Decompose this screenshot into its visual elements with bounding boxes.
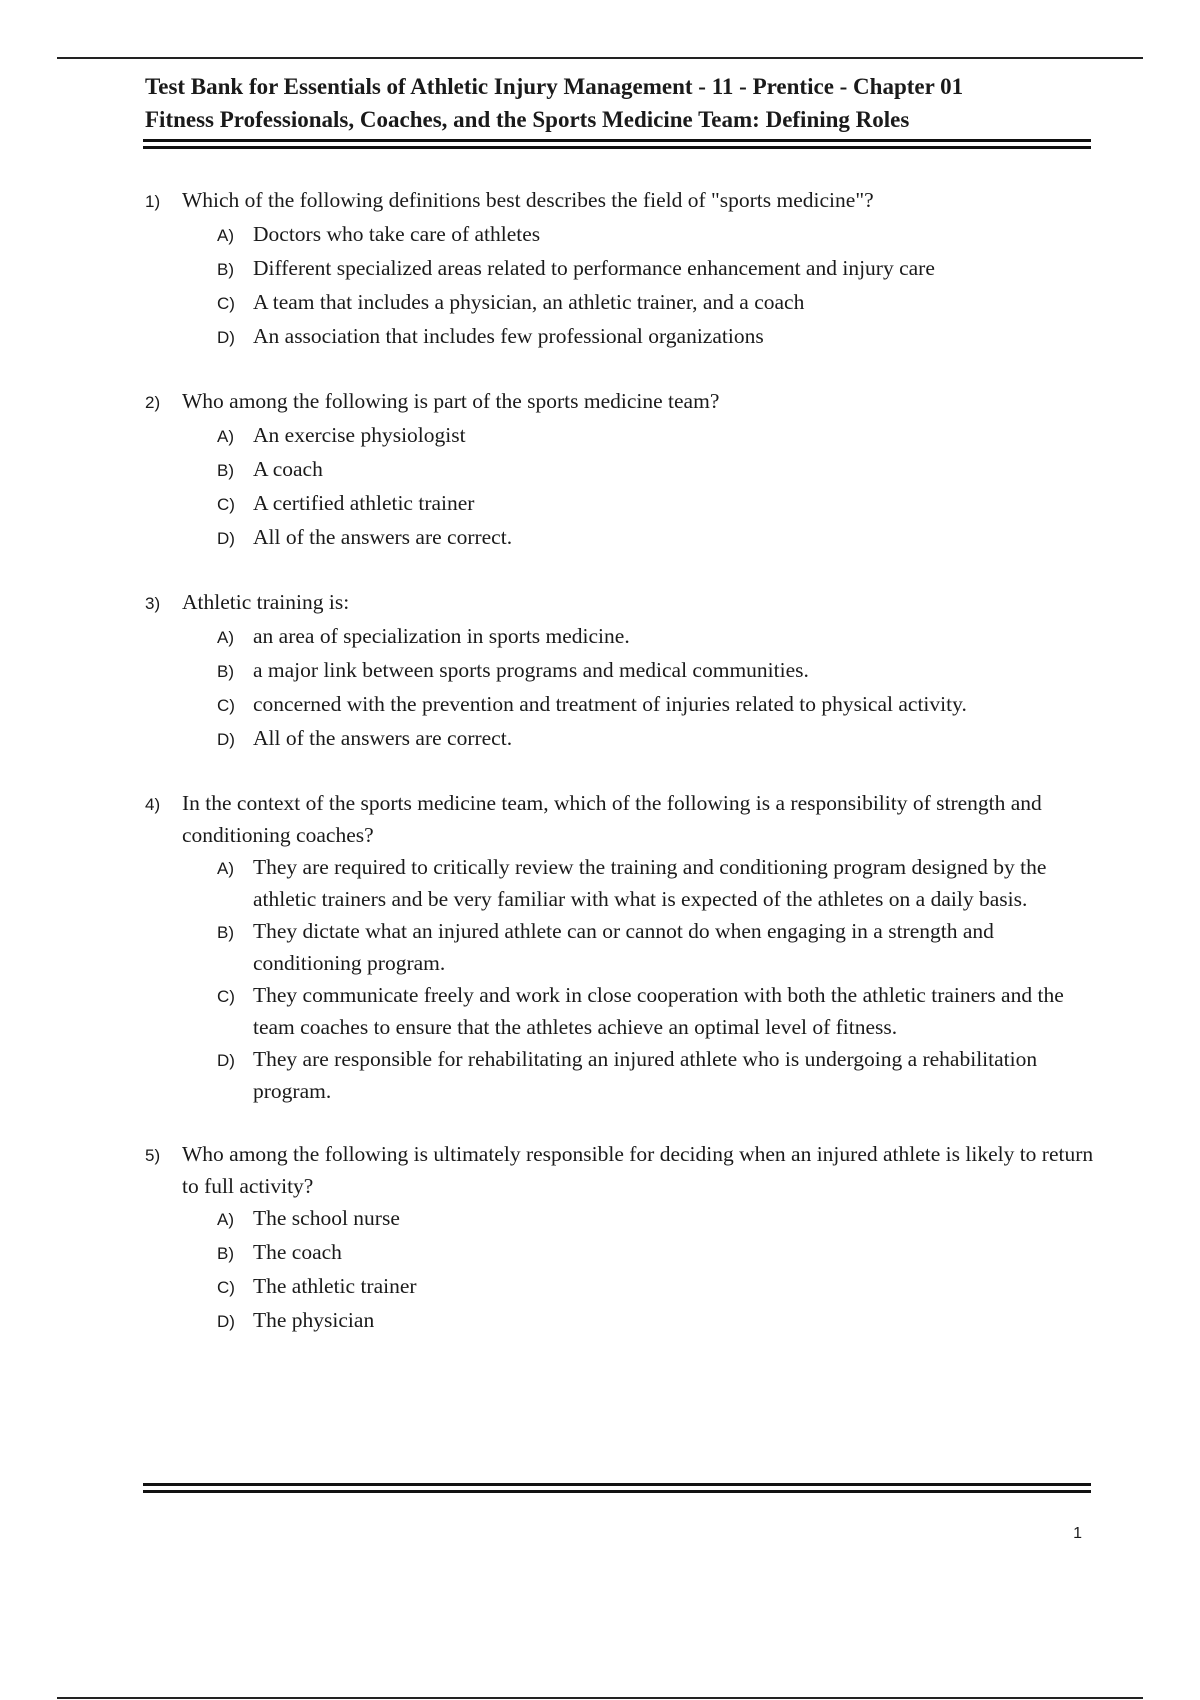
document-header bbox=[145, 70, 1090, 136]
question-number: 1) bbox=[145, 192, 161, 211]
choice-text: A coach bbox=[253, 457, 323, 481]
choice-list bbox=[217, 851, 1095, 1107]
choice-text: They communicate freely and work in close cooperation with both the athletic trainers and the team coaches to ensure that the athletes achieve an optimal level of fitness. bbox=[253, 983, 1064, 1039]
choice-letter: B) bbox=[217, 461, 234, 480]
choice-b bbox=[217, 453, 1095, 487]
choice-d bbox=[217, 521, 1095, 555]
choice-letter: D) bbox=[217, 328, 235, 347]
choice-letter: C) bbox=[217, 1278, 235, 1297]
choice-list bbox=[217, 419, 1095, 555]
choice-text: An exercise physiologist bbox=[253, 423, 466, 447]
choice-b bbox=[217, 915, 1095, 979]
choice-a bbox=[217, 1202, 1095, 1236]
choice-list bbox=[217, 620, 1095, 756]
question-stem bbox=[145, 787, 1095, 851]
choice-text: Different specialized areas related to performance enhancement and injury care bbox=[253, 256, 935, 280]
choice-a bbox=[217, 851, 1095, 915]
question-text: Who among the following is ultimately responsible for deciding when an injured athlete is likely to return to full activity? bbox=[182, 1142, 1094, 1198]
header-double-rule bbox=[143, 139, 1091, 149]
question-stem bbox=[145, 385, 1095, 419]
question-3 bbox=[145, 586, 1095, 756]
choice-c bbox=[217, 286, 1095, 320]
choice-letter: C) bbox=[217, 696, 235, 715]
choice-text: The school nurse bbox=[253, 1206, 400, 1230]
choice-letter: D) bbox=[217, 529, 235, 548]
header-subtitle: Fitness Professionals, Coaches, and the Sports Medicine Team: Defining Roles bbox=[145, 107, 910, 132]
choice-text: an area of specialization in sports medicine. bbox=[253, 624, 630, 648]
choice-letter: A) bbox=[217, 226, 234, 245]
question-1 bbox=[145, 184, 1095, 354]
header-title: Test Bank for Essentials of Athletic Injury Management - 11 - Prentice - Chapter 01 bbox=[145, 74, 964, 99]
choice-text: A team that includes a physician, an athletic trainer, and a coach bbox=[253, 290, 805, 314]
choice-text: They are responsible for rehabilitating an injured athlete who is undergoing a rehabilitation program. bbox=[253, 1047, 1038, 1103]
choice-c bbox=[217, 1270, 1095, 1304]
choice-d bbox=[217, 722, 1095, 756]
choice-letter: D) bbox=[217, 1312, 235, 1331]
choice-letter: A) bbox=[217, 628, 234, 647]
choice-text: concerned with the prevention and treatment of injuries related to physical activity. bbox=[253, 692, 967, 716]
choice-c bbox=[217, 688, 1095, 722]
choice-text: All of the answers are correct. bbox=[253, 525, 513, 549]
question-number: 2) bbox=[145, 393, 161, 412]
choice-letter: B) bbox=[217, 662, 234, 681]
question-text: Athletic training is: bbox=[182, 590, 350, 614]
choice-a bbox=[217, 620, 1095, 654]
choice-letter: C) bbox=[217, 987, 235, 1006]
choice-list bbox=[217, 1202, 1095, 1338]
footer-double-rule bbox=[143, 1483, 1091, 1493]
choice-letter: A) bbox=[217, 859, 234, 878]
choice-letter: A) bbox=[217, 1210, 234, 1229]
question-number: 3) bbox=[145, 594, 161, 613]
choice-b bbox=[217, 654, 1095, 688]
choice-d bbox=[217, 320, 1095, 354]
choice-b bbox=[217, 252, 1095, 286]
choice-text: A certified athletic trainer bbox=[253, 491, 475, 515]
question-2 bbox=[145, 385, 1095, 555]
choice-letter: A) bbox=[217, 427, 234, 446]
choice-d bbox=[217, 1043, 1095, 1107]
choice-a bbox=[217, 218, 1095, 252]
question-list bbox=[145, 184, 1095, 1369]
choice-b bbox=[217, 1236, 1095, 1270]
choice-letter: B) bbox=[217, 1244, 234, 1263]
choice-text: All of the answers are correct. bbox=[253, 726, 513, 750]
choice-c bbox=[217, 979, 1095, 1043]
choice-letter: D) bbox=[217, 730, 235, 749]
question-stem bbox=[145, 586, 1095, 620]
bottom-divider bbox=[57, 1697, 1143, 1699]
choice-text: The coach bbox=[253, 1240, 342, 1264]
choice-text: a major link between sports programs and medical communities. bbox=[253, 658, 809, 682]
choice-letter: B) bbox=[217, 923, 234, 942]
choice-text: They dictate what an injured athlete can or cannot do when engaging in a strength and conditioning program. bbox=[253, 919, 994, 975]
top-divider bbox=[57, 57, 1143, 59]
choice-text: An association that includes few professional organizations bbox=[253, 324, 764, 348]
question-number: 5) bbox=[145, 1146, 161, 1165]
choice-text: Doctors who take care of athletes bbox=[253, 222, 541, 246]
question-4 bbox=[145, 787, 1095, 1107]
choice-letter: C) bbox=[217, 294, 235, 313]
choice-d bbox=[217, 1304, 1095, 1338]
choice-a bbox=[217, 419, 1095, 453]
question-number: 4) bbox=[145, 795, 161, 814]
page-number: 1 bbox=[1073, 1525, 1082, 1542]
choice-c bbox=[217, 487, 1095, 521]
choice-list bbox=[217, 218, 1095, 354]
question-text: In the context of the sports medicine team, which of the following is a responsibility of strength and conditioning coaches? bbox=[182, 791, 1042, 847]
question-text: Who among the following is part of the sports medicine team? bbox=[182, 389, 720, 413]
choice-letter: D) bbox=[217, 1051, 235, 1070]
choice-text: They are required to critically review the training and conditioning program designed by the athletic trainers and be very familiar with what is expected of the athletes on a daily basis. bbox=[253, 855, 1047, 911]
question-text: Which of the following definitions best describes the field of "sports medicine"? bbox=[182, 188, 874, 212]
question-5 bbox=[145, 1138, 1095, 1338]
choice-letter: C) bbox=[217, 495, 235, 514]
choice-text: The physician bbox=[253, 1308, 375, 1332]
choice-letter: B) bbox=[217, 260, 234, 279]
question-stem bbox=[145, 1138, 1095, 1202]
question-stem bbox=[145, 184, 1095, 218]
choice-text: The athletic trainer bbox=[253, 1274, 417, 1298]
